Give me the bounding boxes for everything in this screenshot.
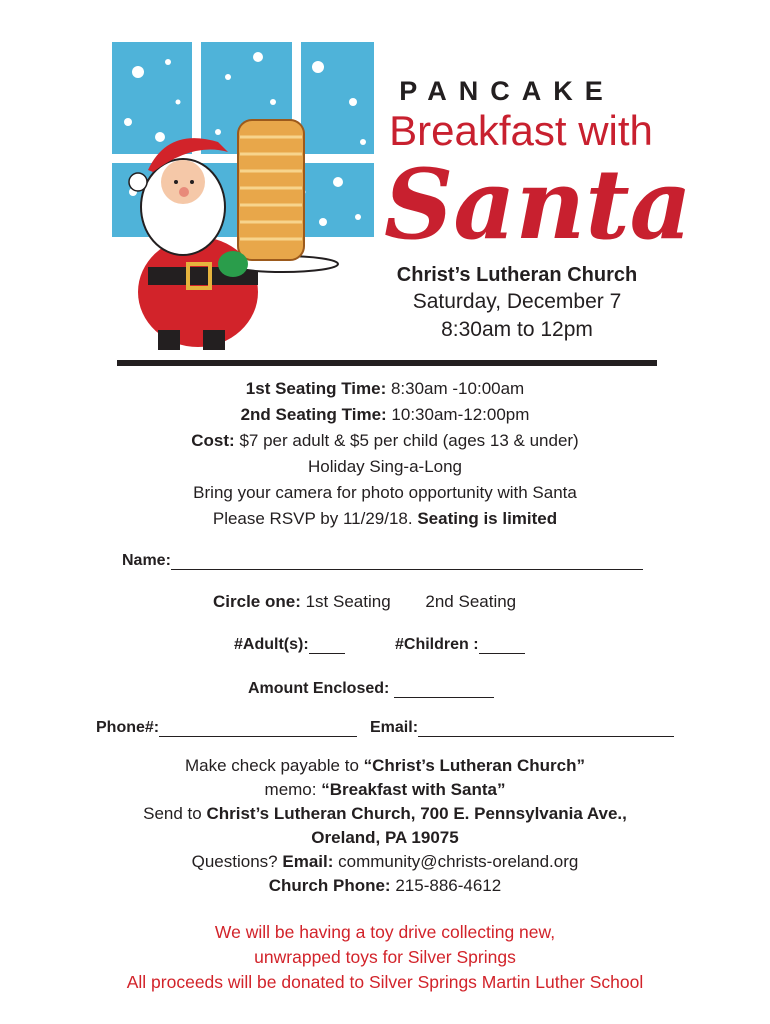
option-1st-seating[interactable]: 1st Seating xyxy=(305,592,391,611)
option-2nd-seating[interactable]: 2nd Seating xyxy=(425,592,517,611)
toy-drive xyxy=(60,920,710,995)
city: Oreland, PA 19075 xyxy=(311,828,459,847)
toy-line-1: We will be having a toy drive collecting new, xyxy=(214,922,556,942)
name-field[interactable]: Name: xyxy=(122,552,643,570)
camera-note: Bring your camera for photo opportunity with Santa xyxy=(193,483,577,502)
toy-line-3: All proceeds will be donated to Silver Springs Martin Luther School xyxy=(126,972,644,992)
payable: Make check payable to “Christ’s Lutheran Church” xyxy=(185,756,585,775)
send-to: Send to Christ’s Lutheran Church, 700 E. Pennsylvania Ave., xyxy=(143,804,627,823)
event-time: 8:30am to 12pm xyxy=(441,318,593,341)
payment-block xyxy=(70,754,700,898)
event-date: Saturday, December 7 xyxy=(412,290,622,313)
circle-one: Circle one: 1st Seating 2nd Seating xyxy=(213,592,517,611)
details-block xyxy=(80,376,690,532)
phone-field[interactable]: Phone#: xyxy=(96,719,357,737)
singalong: Holiday Sing-a-Long xyxy=(307,457,463,476)
church-name: Christ’s Lutheran Church xyxy=(396,264,638,286)
questions: Questions? Email: community@christs-oreland.org xyxy=(191,852,579,871)
email-field[interactable]: Email: xyxy=(370,719,674,737)
title-breakfast-with: Breakfast with xyxy=(389,107,653,154)
pancake-stack-icon xyxy=(238,120,304,260)
adults-field[interactable]: #Adult(s): xyxy=(234,636,345,654)
church-phone: Church Phone: 215-886-4612 xyxy=(268,876,502,895)
seating-1: 1st Seating Time: 8:30am -10:00am xyxy=(245,379,525,398)
rsvp: Please RSVP by 11/29/18. Seating is limited xyxy=(212,509,558,528)
title-pancake: PANCAKE xyxy=(399,76,615,106)
amount-field[interactable]: Amount Enclosed: xyxy=(248,680,494,698)
toy-line-2: unwrapped toys for Silver Springs xyxy=(254,947,516,967)
santa-illustration xyxy=(108,42,380,360)
memo: memo: “Breakfast with Santa” xyxy=(264,780,506,799)
divider xyxy=(117,360,657,366)
cost: Cost: $7 per adult & $5 per child (ages 13 & under) xyxy=(191,431,579,450)
children-field[interactable]: #Children : xyxy=(395,636,525,654)
title-santa: Santa xyxy=(384,148,692,261)
seating-2: 2nd Seating Time: 10:30am-12:00pm xyxy=(240,405,530,424)
